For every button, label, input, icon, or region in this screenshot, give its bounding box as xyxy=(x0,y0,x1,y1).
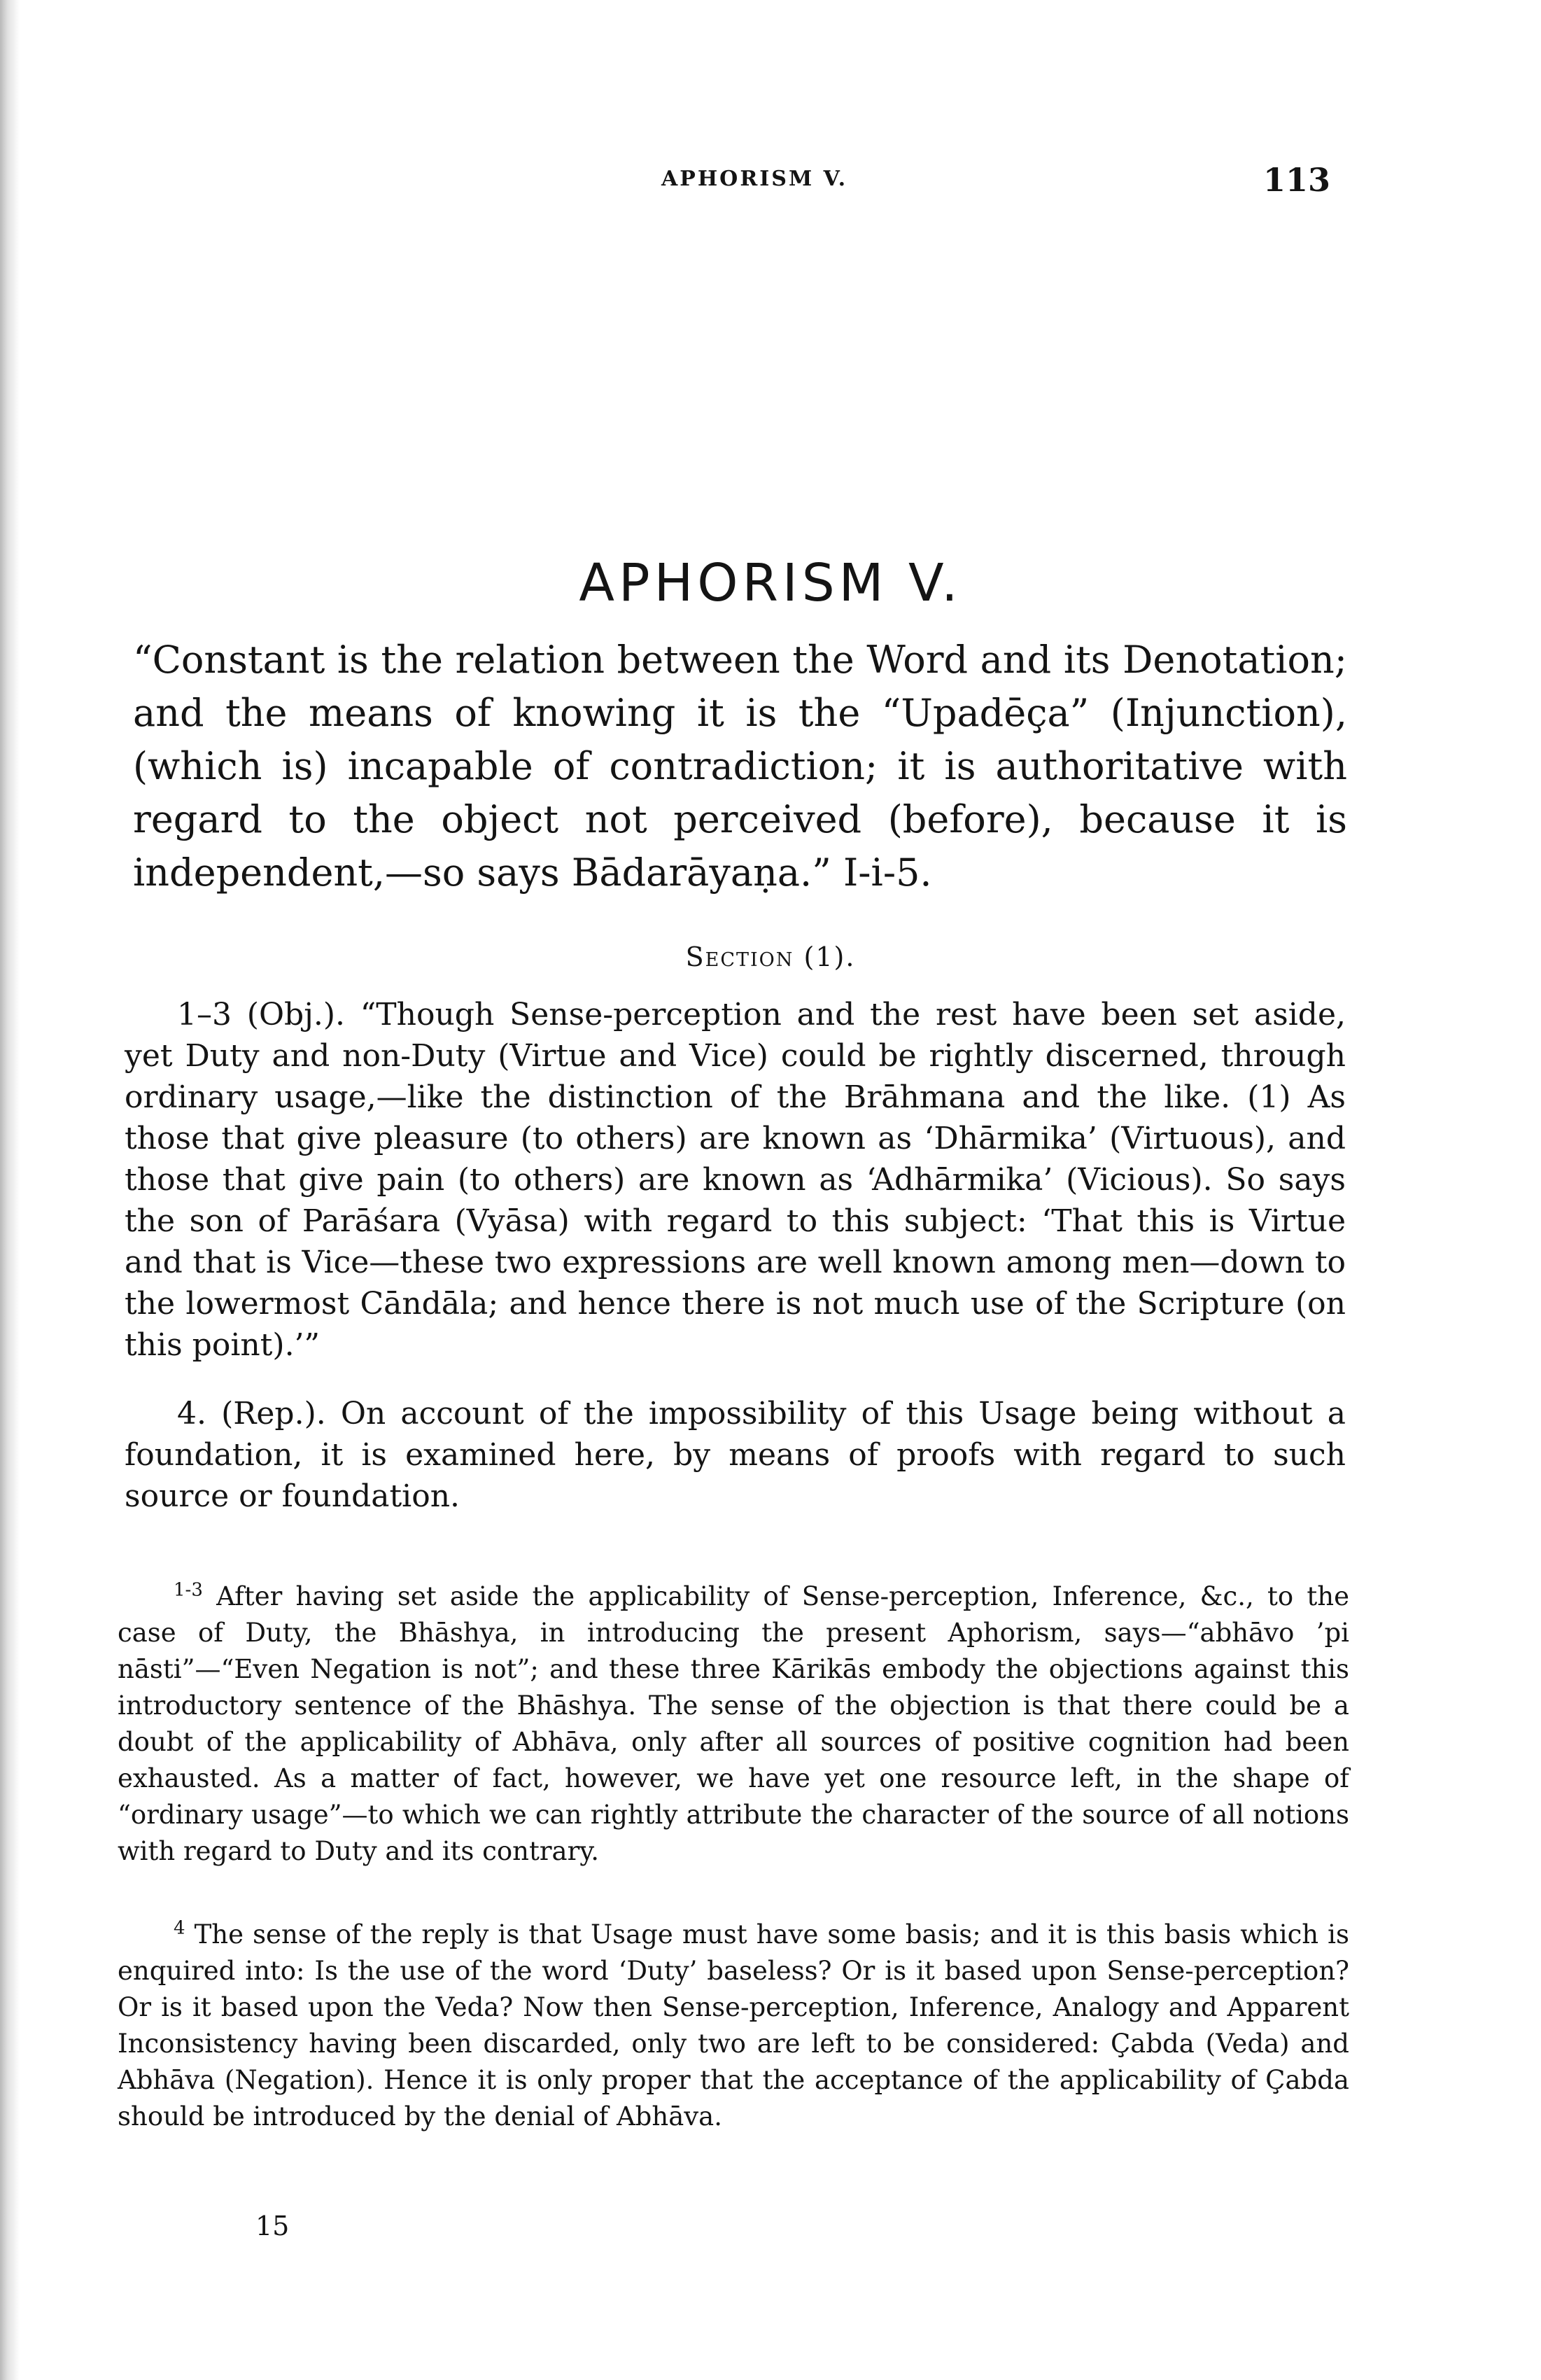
signature-mark: 15 xyxy=(255,2211,290,2241)
footnote-1-text: After having set aside the applicability of Sense-perception, Inference, &c., to the case of Duty, the Bhāshya, in introducing the present Aphorism, says—“abhāvo ’pi nāsti”—“Even Negation is not”; and these three Kārikās embody the objections against this introductory sentence of the Bhāshya. The sense of the objection is that there could be a doubt of the applicability of Abhāva, only after all sources of positive cognition had been exhausted. As a matter of fact, however, we have yet one resource left, in the shape of “ordinary usage”—to which we can rightly attribute the character of the source of all notions with regard to Duty and its contrary. xyxy=(118,1581,1349,1866)
aphorism-text: “Constant is the relation between the Word and its Denotation; and the means of knowing it is the “Upadēça” (Injunction), (which is) incapable of contradiction; it is authoritative with regard to the object not perceived (before), because it is independent,—so says Bādarāyaṇa.” I-i-5. xyxy=(133,638,1347,895)
scan-edge-shadow xyxy=(0,0,20,2380)
footnote-1 xyxy=(118,1578,1349,1870)
section-heading: Section (1). xyxy=(685,941,856,972)
running-title: APHORISM V. xyxy=(661,167,848,191)
footnote-1-marker: 1-3 xyxy=(174,1579,203,1601)
footnote-2 xyxy=(118,1917,1349,2135)
reply-paragraph: 4. (Rep.). On account of the impossibility of this Usage being without a foundation, it is examined here, by means of proofs with regard to such source or foundation. xyxy=(125,1396,1346,1514)
aphorism-title: APHORISM V. xyxy=(579,553,962,613)
page-header xyxy=(0,161,1541,209)
footnote-2-text: The sense of the reply is that Usage must have some basis; and it is this basis which is enquired into: Is the use of the word ‘Duty’ baseless? Or is it based upon Sense-perception? Or is it based upon the Veda? Now then Sense-perception, Inference, Analogy and Apparent Inconsistency having been discarded, only two are left to be considered: Çabda (Veda) and Abhāva (Negation). Hence it is only proper that the acceptance of the applicability of Çabda should be introduced by the denial of Abhāva. xyxy=(118,1919,1349,2132)
page-number: 113 xyxy=(1263,161,1331,199)
footnote-2-marker: 4 xyxy=(174,1917,185,1939)
objection-paragraph: 1–3 (Obj.). “Though Sense-perception and the rest have been set aside, yet Duty and non-Duty (Virtue and Vice) could be rightly discerned, through ordinary usage,—like the distinction of the Brāhmana and the like. (1) As those that give pleasure (to others) are known as ‘Dhārmika’ (Virtuous), and those that give pain (to others) are known as ‘Adhārmika’ (Vicious). So says the son of Parāśara (Vyāsa) with regard to this subject: ‘That this is Virtue and that is Vice—these two expressions are well known among men—down to the lowermost Cāndāla; and hence there is not much use of the Scripture (on this point).’” xyxy=(125,997,1346,1363)
